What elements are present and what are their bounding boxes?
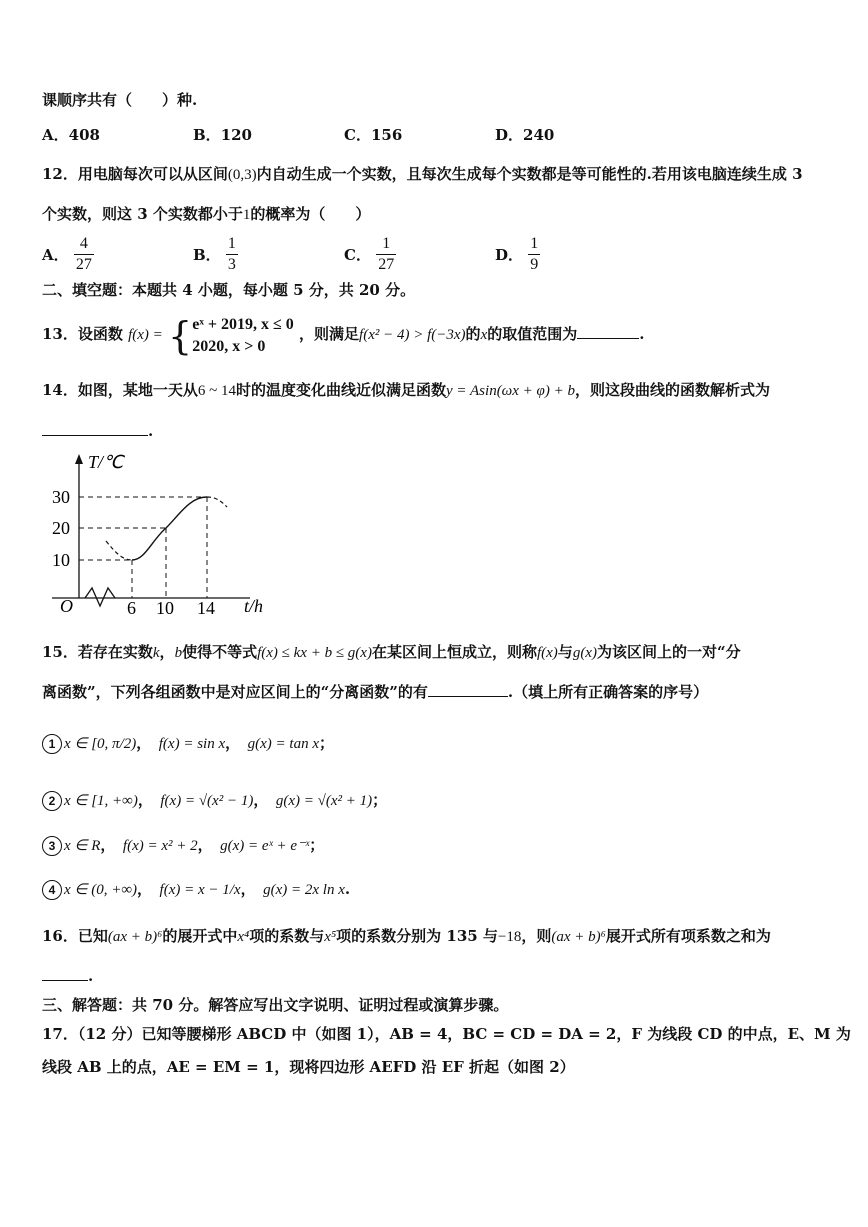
q12-option-a: A． $\frac{4}{27}$ [42, 235, 92, 273]
y-tick-30: 30 [52, 487, 70, 507]
y-axis-arrow [75, 454, 83, 464]
q12-option-b: B． $\frac{1}{3}$ [193, 235, 236, 273]
q13-answer-blank [577, 324, 639, 339]
piecewise-function: { eˣ + 2019, x ≤ 0 2020, x > 0 [168, 314, 294, 358]
q12-line2: 个实数，则这 3 个实数都小于1的概率为（ ） [42, 205, 371, 223]
q15-line2: 离函数”，下列各组函数中是对应区间上的“分离函数”的有 .（填上所有正确答案的序号） [42, 683, 709, 701]
q11-option-b: B．120 [193, 126, 252, 144]
axis-break [85, 588, 115, 606]
circled-number-3: 3 [42, 836, 62, 856]
q12-option-c: C． $\frac{1}{27}$ [344, 235, 395, 273]
q14-answer-blank [42, 421, 148, 436]
y-tick-20: 20 [52, 518, 70, 538]
curve-extension-left [106, 541, 132, 560]
q11-option-c: C．156 [344, 126, 403, 144]
q14-line2: . [42, 420, 153, 442]
q12-line1: 12．用电脑每次可以从区间(0,3)内自动生成一个实数，且每次生成每个实数都是等可能性的.若用该电脑连续生成 3 [42, 165, 803, 183]
curve-extension-right [207, 497, 227, 507]
q15-answer-blank [428, 682, 508, 697]
q16-answer-blank [42, 966, 88, 981]
q11-option-d: D．240 [495, 126, 555, 144]
x-tick-14: 14 [197, 598, 215, 618]
section-3-heading: 三、解答题：共 70 分。解答应写出文字说明、证明过程或演算步骤。 [42, 996, 509, 1014]
x-tick-6: 6 [127, 598, 136, 618]
origin-label: O [60, 596, 73, 616]
circled-number-4: 4 [42, 880, 62, 900]
y-axis-label: T/℃ [88, 452, 124, 472]
q15-item-4: 4 x ∈ (0, +∞)， f(x) = x − 1/x， g(x) = 2x ln x. [42, 878, 350, 901]
x-tick-10: 10 [156, 598, 174, 618]
circled-number-2: 2 [42, 791, 62, 811]
x-axis-label: t/h [244, 596, 264, 616]
section-2-heading: 二、填空题：本题共 4 小题，每小题 5 分，共 20 分。 [42, 281, 416, 299]
y-tick-10: 10 [52, 550, 70, 570]
q12-option-d: D． $\frac{1}{9}$ [495, 235, 539, 273]
q16-line1: 16．已知(ax + b)⁶的展开式中x⁴项的系数与x⁵项的系数分别为 135 与−18，则(ax + b)⁶展开式所有项系数之和为 [42, 927, 771, 945]
q17-line1: 17．（12 分）已知等腰梯形 ABCD 中（如图 1），AB = 4，BC = CD = DA = 2，F 为线段 CD 的中点，E、M 为 [42, 1025, 851, 1043]
q11-option-a: A．408 [42, 126, 100, 144]
q15-item-1: 1 x ∈ [0, π/2)， f(x) = sin x， g(x) = tan x； [42, 732, 334, 755]
q15-item-3: 3 x ∈ R， f(x) = x² + 2， g(x) = eˣ + e⁻ˣ； [42, 834, 324, 857]
q11-tail: 课顺序共有（ ）种. [42, 91, 198, 109]
q15-item-2: 2 x ∈ [1, +∞)， f(x) = √(x² − 1)， g(x) = √(x² + 1)； [42, 789, 387, 812]
q15-line1: 15．若存在实数k，b使得不等式f(x) ≤ kx + b ≤ g(x)在某区间上恒成立，则称f(x)与g(x)为该区间上的一对“分 [42, 643, 741, 661]
circled-number-1: 1 [42, 734, 62, 754]
temperature-graph [40, 448, 280, 620]
q14-line1: 14．如图，某地一天从6 ~ 14时的温度变化曲线近似满足函数y = Asin(ωx + φ) + b，则这段曲线的函数解析式为 [42, 381, 770, 399]
q17-line2: 线段 AB 上的点，AE = EM = 1，现将四边形 AEFD 沿 EF 折起（如图 2） [42, 1058, 575, 1076]
q16-line2: . [42, 965, 93, 987]
q13: 13．设函数 f(x) = { eˣ + 2019, x ≤ 0 2020, x > 0 ，则满足f(x² − 4) > f(−3x)的x的取值范围为 . [42, 310, 644, 359]
